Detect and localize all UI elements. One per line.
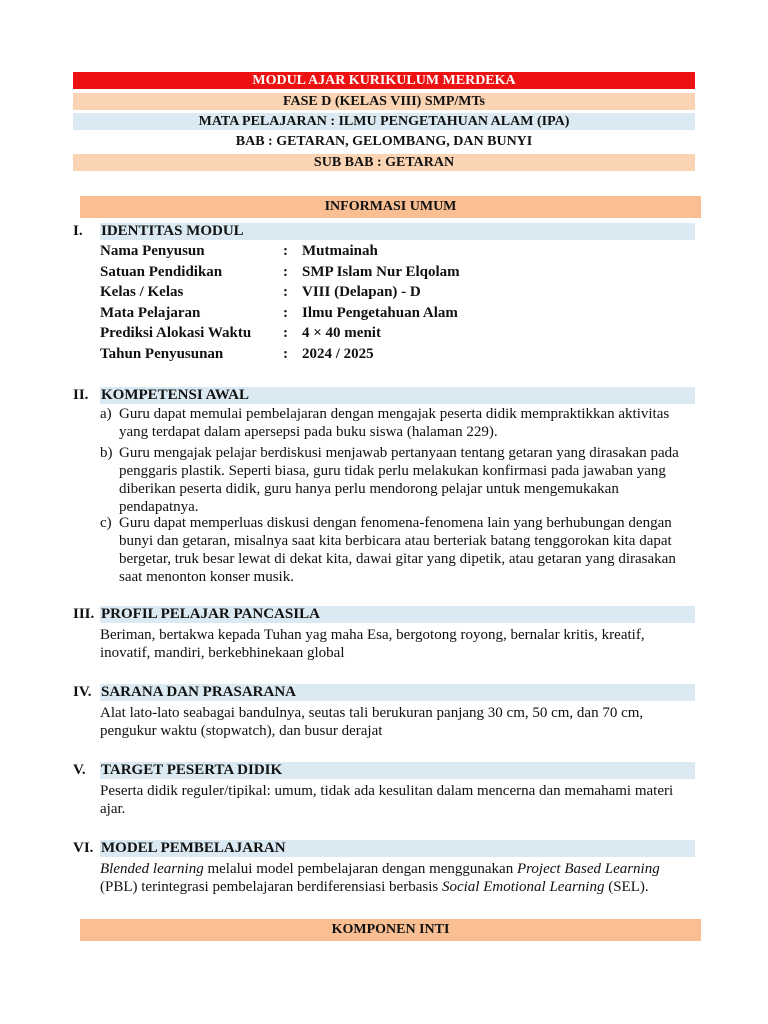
section-target-heading — [73, 762, 695, 779]
list-marker: a) — [100, 406, 112, 422]
section-title: TARGET PESERTA DIDIK — [100, 762, 695, 779]
section-number: IV. — [73, 684, 92, 700]
identity-value: VIII (Delapan) - D — [302, 284, 421, 300]
list-text: Guru mengajak pelajar berdiskusi menjawab pertanyaan tentang getaran yang dirasakan pada penggaris plastik. Seperti biasa, guru tidak perlu melakukan konfirmasi pada jawaban yang diberikan peserta didik, guru hanya perlu mendorong pelajar untuk mengemukakan pendapatnya. — [119, 445, 679, 515]
identity-colon: : — [283, 325, 288, 341]
identity-label: Kelas / Kelas — [100, 284, 184, 300]
profile-text: Beriman, bertakwa kepada Tuhan yag maha Esa, bergotong royong, bernalar kritis, kreatif, inovatif, mandiri, berkebhinekaan global — [100, 627, 645, 661]
identity-row — [100, 303, 700, 323]
section-number: V. — [73, 762, 86, 778]
model-text — [100, 860, 696, 896]
identity-colon: : — [283, 243, 288, 259]
model-text-part: (PBL) terintegrasi pembelajaran berdiferensiasi berbasis — [100, 879, 442, 895]
model-term-sel: Social Emotional Learning — [441, 879, 605, 895]
identity-row — [100, 262, 700, 282]
subchapter-line: SUB BAB : GETARAN — [73, 154, 695, 171]
list-marker: c) — [100, 515, 112, 531]
section-number: VI. — [73, 840, 94, 856]
module-title: MODUL AJAR KURIKULUM MERDEKA — [73, 72, 695, 89]
list-text: Guru dapat memperluas diskusi dengan fenomena-fenomena lain yang berhubungan dengan bunyi dan getaran, misalnya saat kita berbicara atau berteriak batang tenggorokan kita dapat bergetar, truk besar lewat di dekat kita, dawai gitar yang dipetik, atau getaran yang dirasakan saat menonton konser musik. — [119, 515, 676, 585]
section-model-heading — [73, 840, 695, 857]
core-component-bar: KOMPONEN INTI — [80, 919, 701, 941]
identity-value: SMP Islam Nur Elqolam — [302, 264, 460, 280]
list-text: Guru dapat memulai pembelajaran dengan mengajak peserta didik mempraktikkan aktivitas yang terdapat dalam apersepsi pada buku siswa (halaman 229). — [119, 406, 670, 440]
identity-value: Ilmu Pengetahuan Alam — [302, 305, 458, 321]
general-info-bar: INFORMASI UMUM — [80, 196, 701, 218]
identity-label: Satuan Pendidikan — [100, 264, 223, 280]
identity-row — [100, 241, 700, 261]
phase-line: FASE D (KELAS VIII) SMP/MTs — [73, 93, 695, 110]
identity-value: 4 × 40 menit — [302, 325, 381, 341]
target-text: Peserta didik reguler/tipikal: umum, tidak ada kesulitan dalam mencerna dan memahami materi ajar. — [100, 783, 674, 817]
section-title: KOMPETENSI AWAL — [100, 387, 695, 404]
section-competence-heading — [73, 387, 695, 404]
identity-colon: : — [283, 284, 288, 300]
identity-row — [100, 323, 700, 343]
model-text-part: (SEL). — [604, 879, 649, 895]
section-number: I. — [73, 223, 83, 239]
identity-colon: : — [283, 305, 288, 321]
list-marker: b) — [100, 445, 113, 461]
section-title: IDENTITAS MODUL — [100, 223, 695, 240]
section-title: PROFIL PELAJAR PANCASILA — [100, 606, 695, 623]
identity-row — [100, 344, 700, 364]
identity-label: Mata Pelajaran — [100, 305, 201, 321]
section-facilities-heading — [73, 684, 695, 701]
identity-label: Prediksi Alokasi Waktu — [100, 325, 252, 341]
section-number: II. — [73, 387, 89, 403]
section-identity-heading — [73, 223, 695, 240]
identity-colon: : — [283, 346, 288, 362]
identity-colon: : — [283, 264, 288, 280]
identity-value: 2024 / 2025 — [302, 346, 374, 362]
model-text-part: melalui model pembelajaran dengan menggunakan — [203, 861, 517, 877]
section-profile-heading — [73, 606, 695, 623]
model-term-pbl: Project Based Learning — [516, 861, 660, 877]
chapter-line: BAB : GETARAN, GELOMBANG, DAN BUNYI — [73, 133, 695, 150]
section-title: SARANA DAN PRASARANA — [100, 684, 695, 701]
identity-row — [100, 282, 700, 302]
identity-label: Nama Penyusun — [100, 243, 205, 259]
model-term-blended: Blended learning — [100, 861, 204, 877]
section-number: III. — [73, 606, 95, 622]
identity-value: Mutmainah — [302, 243, 378, 259]
facilities-text: Alat lato-lato seabagai bandulnya, seutas tali berukuran panjang 30 cm, 50 cm, dan 70 cm, pengukur waktu (stopwatch), dan busur derajat — [100, 705, 644, 739]
section-title: MODEL PEMBELAJARAN — [100, 840, 695, 857]
identity-label: Tahun Penyusunan — [100, 346, 224, 362]
subject-line: MATA PELAJARAN : ILMU PENGETAHUAN ALAM (IPA) — [73, 113, 695, 130]
